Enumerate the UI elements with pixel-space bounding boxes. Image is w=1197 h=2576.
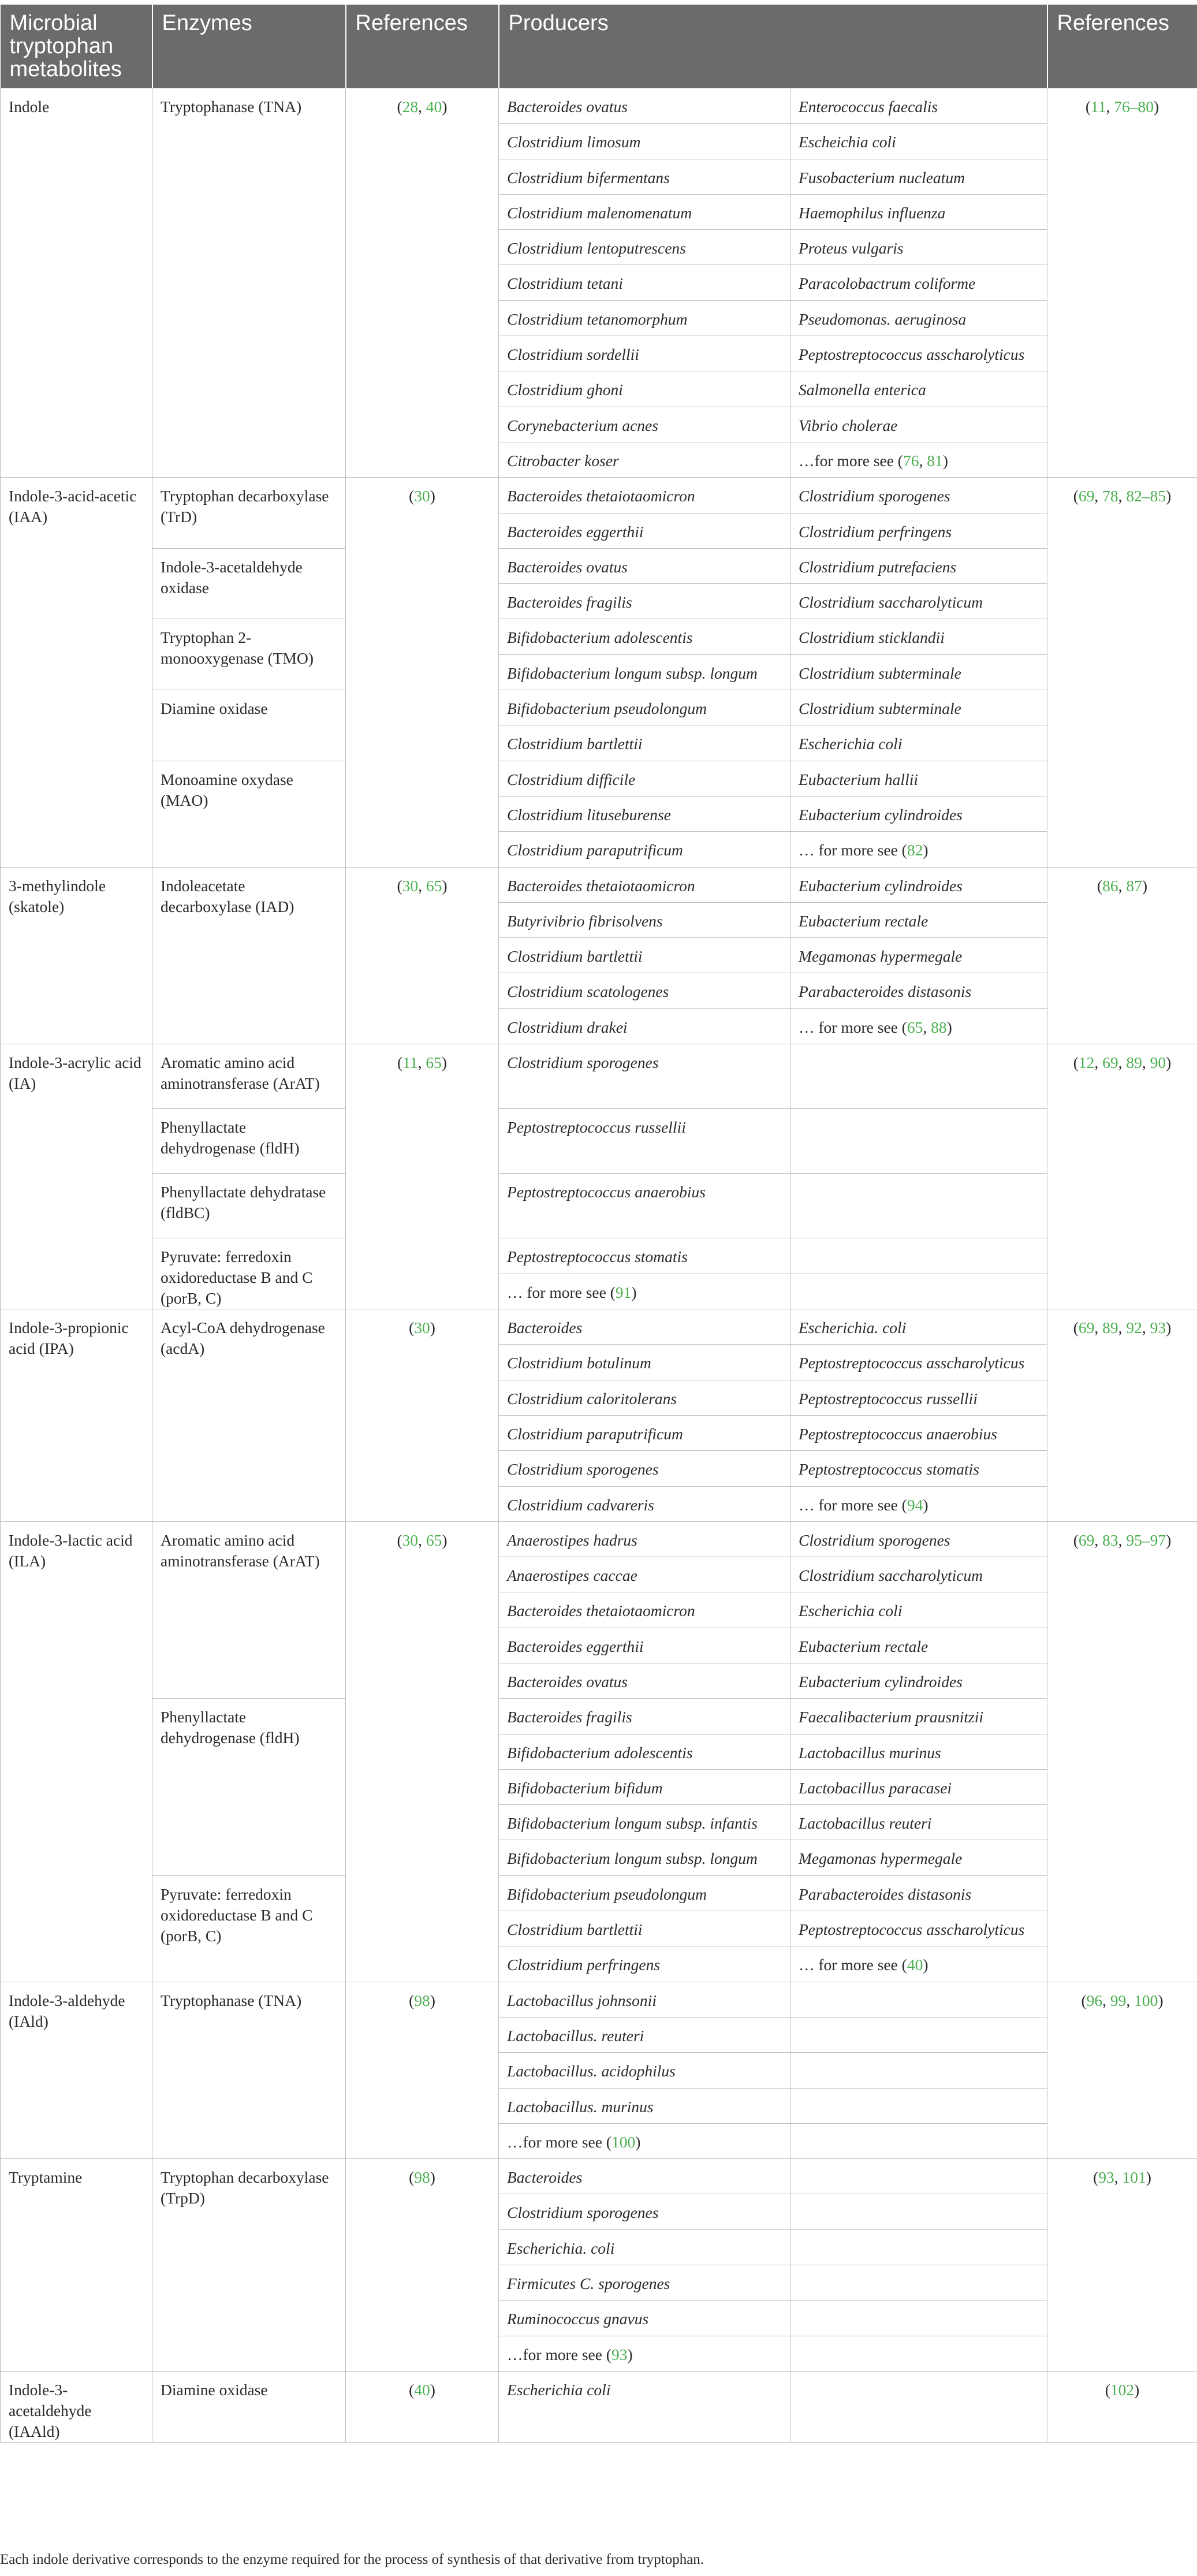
table-row — [1, 1238, 1197, 1274]
producer-cell: Escherichia coli — [790, 725, 1047, 761]
references-cell: (96, 99, 100) — [1047, 1982, 1197, 2158]
more-prefix: …for more see ( — [507, 2345, 611, 2363]
reference-link[interactable]: 65 — [907, 1018, 923, 1036]
references-cell: (93, 101) — [1047, 2159, 1197, 2372]
producer-cell: Faecalibacterium prausnitzii — [790, 1699, 1047, 1734]
enzyme-cell: Phenyllactate dehydratase (fldBC) — [152, 1174, 346, 1238]
producer-cell: Bacteroides ovatus — [499, 548, 790, 583]
enzyme-cell: Phenyllactate dehydrogenase (fldH) — [152, 1699, 346, 1875]
reference-link[interactable]: 69 — [1102, 1054, 1118, 1072]
more-suffix: ) — [946, 1018, 952, 1036]
producer-cell: Anaerostipes caccae — [499, 1557, 790, 1592]
reference-link[interactable]: 76–80 — [1114, 98, 1154, 116]
producer-cell: Clostridium sporogenes — [790, 1521, 1047, 1557]
reference-link[interactable]: 81 — [927, 451, 943, 470]
metabolite-cell: Indole-3-acid-acetic (IAA) — [1, 478, 152, 867]
header-references-1: References — [346, 5, 499, 88]
producer-cell: Fusobacterium nucleatum — [790, 159, 1047, 194]
producer-cell: Escherichia coli — [499, 2371, 790, 2442]
table-row — [1, 1875, 1197, 1911]
table-row — [1, 1174, 1197, 1238]
reference-link[interactable]: 94 — [907, 1495, 923, 1514]
producer-cell — [790, 1109, 1047, 1174]
producer-cell: Pseudomonas. aeruginosa — [790, 300, 1047, 336]
table-row — [1, 1309, 1197, 1345]
producer-cell: Clostridium paraputrificum — [499, 1415, 790, 1450]
producer-cell: Clostridium sporogenes — [499, 1451, 790, 1486]
producer-cell: Clostridium sordellii — [499, 336, 790, 371]
producer-cell: Bacteroides — [499, 2159, 790, 2194]
producer-cell — [790, 2371, 1047, 2442]
table-row — [1, 88, 1197, 124]
producer-cell: Peptostreptococcus stomatis — [790, 1451, 1047, 1486]
table-row — [1, 2159, 1197, 2194]
references-cell: (86, 87) — [1047, 867, 1197, 1044]
more-prefix: … for more see ( — [799, 1956, 907, 1974]
reference-link[interactable]: 93 — [1098, 2168, 1114, 2187]
producer-cell: Bacteroides ovatus — [499, 88, 790, 124]
producer-cell: Clostridium bartlettii — [499, 938, 790, 973]
producer-cell: Megamonas hypermegale — [790, 938, 1047, 973]
reference-link[interactable]: 69 — [1078, 1531, 1095, 1549]
enzyme-cell: Tryptophanase (TNA) — [152, 88, 346, 478]
more-prefix: … for more see ( — [799, 1495, 907, 1514]
more-suffix: ) — [635, 2132, 641, 2151]
references-cell: (102) — [1047, 2371, 1197, 2442]
reference-link[interactable]: 98 — [414, 2168, 430, 2187]
reference-link[interactable]: 102 — [1110, 2380, 1135, 2399]
reference-link[interactable]: 40 — [426, 98, 442, 116]
producer-cell: Clostridium bartlettii — [499, 1911, 790, 1946]
producer-cell: Bifidobacterium longum subsp. longum — [499, 654, 790, 690]
more-suffix: ) — [923, 1495, 928, 1514]
producer-cell: Escherichia coli — [790, 1592, 1047, 1628]
enzyme-cell: Tryptophan 2-monooxygenase (TMO) — [152, 619, 346, 690]
producer-cell: Clostridium subterminale — [790, 690, 1047, 725]
reference-link[interactable]: 99 — [1110, 1991, 1127, 2009]
producer-cell: Eubacterium cylindroides — [790, 1663, 1047, 1698]
producer-cell: Clostridium perfringens — [499, 1946, 790, 1982]
producer-cell: Clostridium saccharolyticum — [790, 1557, 1047, 1592]
enzyme-cell: Pyruvate: ferredoxin oxidoreductase B and C (porB, C) — [152, 1875, 346, 1982]
producer-cell: Bacteroides fragilis — [499, 584, 790, 619]
metabolite-cell: Indole-3-acrylic acid (IA) — [1, 1044, 152, 1309]
references-cell: (28, 40) — [346, 88, 499, 478]
reference-link[interactable]: 100 — [1134, 1991, 1158, 2009]
producer-cell: Clostridium ghoni — [499, 371, 790, 407]
producer-cell: Haemophilus influenza — [790, 194, 1047, 229]
table-row — [1, 690, 1197, 725]
producer-cell: Parabacteroides distasonis — [790, 973, 1047, 1008]
producer-cell: Bacteroides eggerthii — [499, 513, 790, 548]
reference-link[interactable]: 101 — [1122, 2168, 1146, 2187]
producer-cell: Clostridium sporogenes — [790, 478, 1047, 513]
producer-cell: Parabacteroides distasonis — [790, 1875, 1047, 1911]
producer-cell: Anaerostipes hadrus — [499, 1521, 790, 1557]
reference-link[interactable]: 30 — [414, 487, 430, 505]
reference-link[interactable]: 83 — [1102, 1531, 1118, 1549]
producer-cell: Lactobacillus. acidophilus — [499, 2053, 790, 2088]
references-cell: (98) — [346, 1982, 499, 2158]
table-row — [1, 1982, 1197, 2017]
enzyme-cell: Phenyllactate dehydrogenase (fldH) — [152, 1109, 346, 1174]
more-prefix: …for more see ( — [507, 2132, 611, 2151]
enzyme-cell: Monoamine oxydase (MAO) — [152, 761, 346, 867]
table-row — [1, 1044, 1197, 1109]
producer-cell: Bacteroides thetaiotaomicron — [499, 867, 790, 902]
table-footnote: Each indole derivative corresponds to the enzyme required for the process of synthesis of that derivative from tryptophan. — [0, 2552, 704, 2567]
producer-cell — [790, 2123, 1047, 2158]
more-prefix: … for more see ( — [507, 1283, 616, 1301]
producer-cell: Peptostreptococcus asscharolyticus — [790, 1345, 1047, 1380]
producer-cell: Clostridium sporogenes — [499, 1044, 790, 1109]
producer-cell — [790, 2159, 1047, 2194]
references-cell: (30, 65) — [346, 1521, 499, 1982]
producer-cell: Firmicutes C. sporogenes — [499, 2265, 790, 2300]
reference-link[interactable]: 91 — [615, 1283, 632, 1301]
more-suffix: ) — [923, 841, 928, 859]
producer-cell: Bifidobacterium pseudolongum — [499, 1875, 790, 1911]
reference-link[interactable]: 12 — [1078, 1054, 1095, 1072]
producer-cell: Eubacterium rectale — [790, 902, 1047, 937]
table-row — [1, 867, 1197, 902]
more-prefix: … for more see ( — [799, 1018, 907, 1036]
reference-link[interactable]: 11 — [1091, 98, 1106, 116]
reference-link[interactable]: 30 — [414, 1319, 430, 1337]
producer-cell — [790, 2300, 1047, 2336]
more-prefix: …for more see ( — [799, 451, 903, 470]
table-row — [1, 2371, 1197, 2442]
producer-cell: Clostridium sporogenes — [499, 2194, 790, 2229]
more-producers-note: … for more see (65, 88) — [790, 1008, 1047, 1044]
producer-cell: Citrobacter koser — [499, 442, 790, 477]
producer-cell: Clostridium sticklandii — [790, 619, 1047, 654]
reference-link[interactable]: 89 — [1126, 1054, 1142, 1072]
metabolite-cell: Indole-3-acetaldehyde (IAAld) — [1, 2371, 152, 2442]
table-row — [1, 548, 1197, 583]
producer-cell: Eubacterium hallii — [790, 761, 1047, 796]
producer-cell: Lactobacillus. reuteri — [499, 2017, 790, 2052]
references-cell: (69, 78, 82–85) — [1047, 478, 1197, 867]
producer-cell: Clostridium bartlettii — [499, 725, 790, 761]
producer-cell: Clostridium bifermentans — [499, 159, 790, 194]
producer-cell — [790, 2336, 1047, 2371]
references-cell: (69, 83, 95–97) — [1047, 1521, 1197, 1982]
producer-cell: Butyrivibrio fibrisolvens — [499, 902, 790, 937]
producer-cell — [790, 1174, 1047, 1238]
producer-cell — [790, 2017, 1047, 2052]
reference-link[interactable]: 88 — [931, 1018, 947, 1036]
producer-cell: Megamonas hypermegale — [790, 1840, 1047, 1875]
producer-cell: Vibrio cholerae — [790, 407, 1047, 442]
enzyme-cell: Aromatic amino acid aminotransferase (ArAT) — [152, 1521, 346, 1698]
enzyme-cell: Acyl-CoA dehydrogenase (acdA) — [152, 1309, 346, 1522]
references-cell: (40) — [346, 2371, 499, 2442]
table-row — [1, 1109, 1197, 1174]
enzyme-cell: Diamine oxidase — [152, 2371, 346, 2442]
reference-link[interactable]: 93 — [1150, 1319, 1166, 1337]
producer-cell: Peptostreptococcus anaerobius — [790, 1415, 1047, 1450]
producer-cell: Bifidobacterium bifidum — [499, 1769, 790, 1804]
producer-cell: Bifidobacterium adolescentis — [499, 619, 790, 654]
producer-cell: Lactobacillus paracasei — [790, 1769, 1047, 1804]
producer-cell: Enterococcus faecalis — [790, 88, 1047, 124]
more-suffix: ) — [627, 2345, 633, 2363]
header-producers: Producers — [499, 5, 1047, 88]
producer-cell: Eubacterium rectale — [790, 1628, 1047, 1663]
producer-cell — [790, 2088, 1047, 2123]
reference-link[interactable]: 87 — [1126, 876, 1142, 895]
metabolite-cell: Indole-3-propionic acid (IPA) — [1, 1309, 152, 1522]
producer-cell: Lactobacillus johnsonii — [499, 1982, 790, 2017]
enzyme-cell: Aromatic amino acid aminotransferase (ArAT) — [152, 1044, 346, 1109]
reference-link[interactable]: 65 — [426, 876, 442, 895]
header-references-2: References — [1047, 5, 1197, 88]
more-producers-note — [499, 2336, 790, 2371]
producer-cell: Peptostreptococcus stomatis — [499, 1238, 790, 1274]
more-producers-note — [499, 1274, 790, 1309]
metabolite-cell: Indole-3-aldehyde (IAld) — [1, 1982, 152, 2158]
producer-cell: Peptostreptococcus asscharolyticus — [790, 1911, 1047, 1946]
producer-cell: Ruminococcus gnavus — [499, 2300, 790, 2336]
producer-cell — [790, 2265, 1047, 2300]
producer-cell: Clostridium limosum — [499, 124, 790, 159]
table-row — [1, 1699, 1197, 1734]
producer-cell: Lactobacillus. murinus — [499, 2088, 790, 2123]
producer-cell — [790, 1044, 1047, 1109]
producer-cell: Bacteroides ovatus — [499, 1663, 790, 1698]
producer-cell: Clostridium perfringens — [790, 513, 1047, 548]
reference-link[interactable]: 11 — [402, 1054, 418, 1072]
producer-cell: Corynebacterium acnes — [499, 407, 790, 442]
more-suffix: ) — [631, 1283, 637, 1301]
producer-cell — [790, 1238, 1047, 1274]
metabolite-cell: Tryptamine — [1, 2159, 152, 2372]
producer-cell: Clostridium drakei — [499, 1008, 790, 1044]
producer-cell: Bifidobacterium longum subsp. longum — [499, 1840, 790, 1875]
producer-cell: Escheichia coli — [790, 124, 1047, 159]
producer-cell: Clostridium lentoputrescens — [499, 230, 790, 265]
metabolite-cell: Indole — [1, 88, 152, 478]
producer-cell: Clostridium malenomenatum — [499, 194, 790, 229]
producer-cell: Paracolobactrum coliforme — [790, 265, 1047, 300]
producer-cell: Bifidobacterium longum subsp. infantis — [499, 1805, 790, 1840]
producer-cell: Lactobacillus reuteri — [790, 1805, 1047, 1840]
table-row — [1, 1521, 1197, 1557]
producer-cell: Peptostreptococcus asscharolyticus — [790, 336, 1047, 371]
producer-cell: Eubacterium cylindroides — [790, 796, 1047, 831]
producer-cell — [790, 1982, 1047, 2017]
reference-link[interactable]: 65 — [426, 1531, 442, 1549]
references-cell: (30) — [346, 478, 499, 867]
enzyme-cell: Tryptophanase (TNA) — [152, 1982, 346, 2158]
reference-link[interactable]: 78 — [1102, 487, 1118, 505]
reference-link[interactable]: 98 — [414, 1991, 430, 2009]
reference-link[interactable]: 65 — [426, 1054, 442, 1072]
producer-cell: Proteus vulgaris — [790, 230, 1047, 265]
producer-cell — [790, 2229, 1047, 2265]
reference-link[interactable]: 30 — [402, 1531, 419, 1549]
references-cell: (12, 69, 89, 90) — [1047, 1044, 1197, 1309]
reference-link[interactable]: 92 — [1126, 1319, 1142, 1337]
reference-link[interactable]: 69 — [1078, 1319, 1095, 1337]
more-suffix: ) — [923, 1956, 928, 1974]
reference-link[interactable]: 28 — [402, 98, 419, 116]
more-producers-note — [499, 2123, 790, 2158]
reference-link[interactable]: 93 — [611, 2345, 628, 2363]
producer-cell: Clostridium scatologenes — [499, 973, 790, 1008]
reference-link[interactable]: 95–97 — [1126, 1531, 1166, 1549]
producer-cell: Clostridium paraputrificum — [499, 832, 790, 867]
producer-cell: Bacteroides fragilis — [499, 1699, 790, 1734]
metabolites-table — [0, 5, 1197, 2443]
references-cell: (11, 76–80) — [1047, 88, 1197, 478]
more-suffix: ) — [942, 451, 948, 470]
header-enzymes: Enzymes — [152, 5, 346, 88]
reference-link[interactable]: 40 — [414, 2380, 430, 2399]
producer-cell: Clostridium saccharolyticum — [790, 584, 1047, 619]
producer-cell: Lactobacillus murinus — [790, 1734, 1047, 1769]
producer-cell: Clostridium difficile — [499, 761, 790, 796]
producer-cell: Clostridium cadvareris — [499, 1486, 790, 1521]
table-row — [1, 478, 1197, 513]
producer-cell: Bifidobacterium adolescentis — [499, 1734, 790, 1769]
producer-cell — [790, 2194, 1047, 2229]
enzyme-cell: Indoleacetate decarboxylase (IAD) — [152, 867, 346, 1044]
reference-link[interactable]: 86 — [1102, 876, 1118, 895]
enzyme-cell: Tryptophan decarboxylase (TrpD) — [152, 2159, 346, 2372]
producer-cell: Bacteroides eggerthii — [499, 1628, 790, 1663]
producer-cell: Clostridium lituseburense — [499, 796, 790, 831]
producer-cell: Peptostreptococcus anaerobius — [499, 1174, 790, 1238]
more-producers-note — [790, 1486, 1047, 1521]
references-cell: (30) — [346, 1309, 499, 1522]
producer-cell: Clostridium caloritolerans — [499, 1380, 790, 1415]
references-cell: (69, 89, 92, 93) — [1047, 1309, 1197, 1522]
references-cell: (30, 65) — [346, 867, 499, 1044]
enzyme-cell: Tryptophan decarboxylase (TrD) — [152, 478, 346, 549]
metabolite-cell: 3-methylindole (skatole) — [1, 867, 152, 1044]
header-metabolite: Microbial tryptophan metabolites — [1, 5, 152, 88]
more-prefix: … for more see ( — [799, 841, 907, 859]
producer-cell: Escherichia. coli — [790, 1309, 1047, 1345]
producer-cell: Clostridium tetani — [499, 265, 790, 300]
producer-cell: Peptostreptococcus russellii — [790, 1380, 1047, 1415]
producer-cell: Bacteroides thetaiotaomicron — [499, 478, 790, 513]
more-producers-note — [790, 1946, 1047, 1982]
references-cell: (11, 65) — [346, 1044, 499, 1309]
reference-link[interactable]: 82–85 — [1126, 487, 1166, 505]
enzyme-cell: Pyruvate: ferredoxin oxidoreductase B and C (porB, C) — [152, 1238, 346, 1309]
producer-cell: Salmonella enterica — [790, 371, 1047, 407]
reference-link[interactable]: 100 — [611, 2132, 636, 2151]
reference-link[interactable]: 30 — [402, 876, 419, 895]
references-cell: (98) — [346, 2159, 499, 2372]
producer-cell: Eubacterium cylindroides — [790, 867, 1047, 902]
enzyme-cell: Indole-3-acetaldehyde oxidase — [152, 548, 346, 619]
reference-link[interactable]: 69 — [1078, 487, 1095, 505]
producer-cell — [790, 1274, 1047, 1309]
table-row — [1, 619, 1197, 654]
metabolites-table-wrapper — [0, 5, 1197, 2443]
reference-link[interactable]: 96 — [1086, 1991, 1103, 2009]
producer-cell: Peptostreptococcus russellii — [499, 1109, 790, 1174]
producer-cell: Clostridium subterminale — [790, 654, 1047, 690]
producer-cell: Bacteroides — [499, 1309, 790, 1345]
producer-cell — [790, 2053, 1047, 2088]
reference-link[interactable]: 82 — [907, 841, 923, 859]
table-body — [1, 88, 1197, 2443]
reference-link[interactable]: 89 — [1102, 1319, 1118, 1337]
producer-cell: Clostridium botulinum — [499, 1345, 790, 1380]
reference-link[interactable]: 40 — [907, 1956, 923, 1974]
producer-cell: Bacteroides thetaiotaomicron — [499, 1592, 790, 1628]
producer-cell: Bifidobacterium pseudolongum — [499, 690, 790, 725]
enzyme-cell: Diamine oxidase — [152, 690, 346, 761]
more-producers-note: …for more see (76, 81) — [790, 442, 1047, 477]
reference-link[interactable]: 76 — [903, 451, 919, 470]
producer-cell: Clostridium tetanomorphum — [499, 300, 790, 336]
producer-cell: Escherichia. coli — [499, 2229, 790, 2265]
reference-link[interactable]: 90 — [1150, 1054, 1166, 1072]
table-header — [1, 5, 1197, 88]
table-row — [1, 761, 1197, 796]
metabolite-cell: Indole-3-lactic acid (ILA) — [1, 1521, 152, 1982]
producer-cell: Clostridium putrefaciens — [790, 548, 1047, 583]
more-producers-note — [790, 832, 1047, 867]
